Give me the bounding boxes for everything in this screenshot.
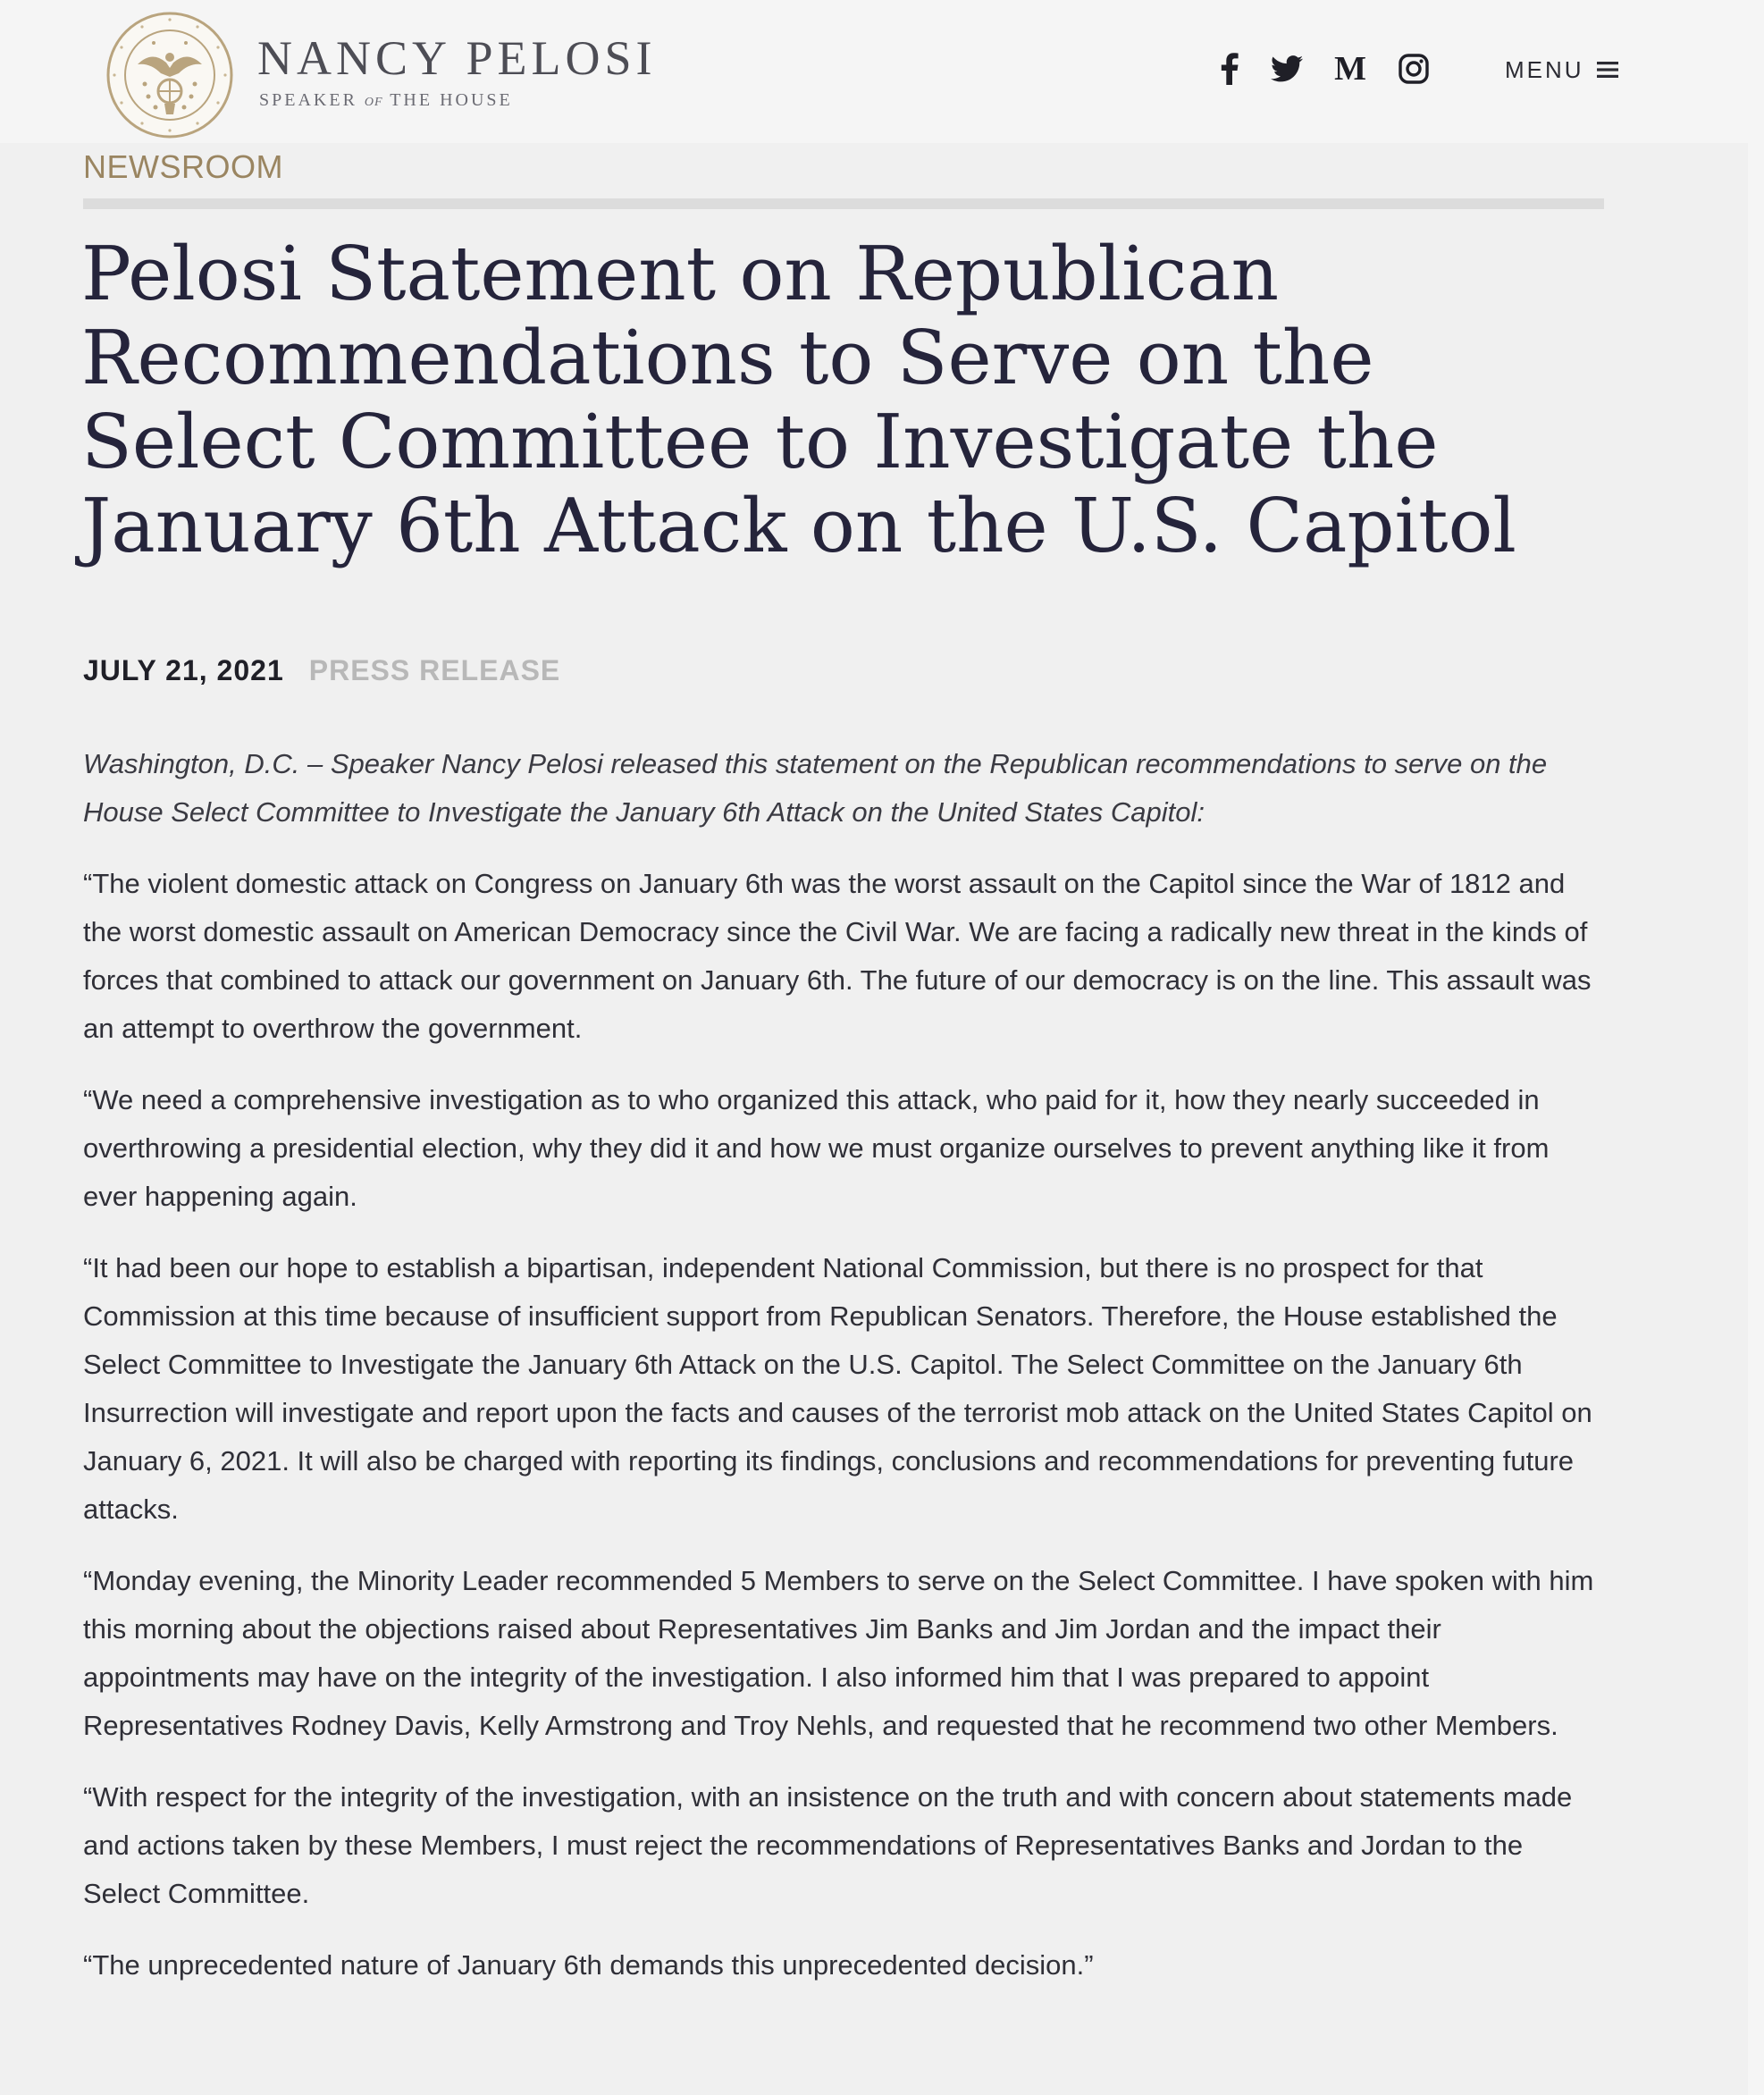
article-paragraph: “The violent domestic attack on Congress on January 6th was the worst assault on the Capitol since the War of 1812 and the worst domestic assault on American Democracy since the Civil War. We are facing a radically new threat in the kinds of forces that combined to attack our government on January 6th. The future of our democracy is on the line. This assault was an attempt to overthrow the government. [83, 868, 1592, 1044]
site-header [0, 0, 1764, 143]
twitter-icon[interactable] [1270, 46, 1304, 91]
article-date: JULY 21, 2021 [83, 654, 284, 686]
article-paragraph: “With respect for the integrity of the investigation, with an insistence on the truth and with concern about statements made and actions taken by these Members, I must reject the recommendations of Representatives Banks and Jordan to the Select Committee. [83, 1781, 1573, 1909]
brand-subtitle [259, 90, 513, 111]
hamburger-icon [1597, 61, 1618, 79]
brand-name[interactable]: NANCY PELOSI [257, 31, 657, 85]
article-paragraph: “The unprecedented nature of January 6th demands this unprecedented decision.” [83, 1949, 1094, 1981]
medium-icon[interactable]: M [1334, 50, 1366, 88]
article-body [83, 740, 1602, 2013]
facebook-icon[interactable] [1214, 46, 1246, 91]
article-title: Pelosi Statement on Republican Recommendations to Serve on the Select Committee to Investigate the January 6th Attack on the U.S. Capitol [81, 231, 1516, 569]
menu-button[interactable] [1505, 52, 1618, 88]
menu-label: MENU [1505, 55, 1584, 83]
article-intro-paragraph: Washington, D.C. – Speaker Nancy Pelosi released this statement on the Republican recommendations to serve on the House Select Committee to Investigate the January 6th Attack on the United States Capitol: [83, 748, 1548, 828]
instagram-icon[interactable] [1397, 46, 1431, 91]
article-type[interactable]: PRESS RELEASE [308, 654, 561, 686]
article-paragraph: “Monday evening, the Minority Leader recommended 5 Members to serve on the Select Committee. I have spoken with him this morning about the objections raised about Representatives Jim Banks and Jim Jordan and the impact their appointments may have on the integrity of the investigation. I also informed him that I was prepared to appoint Representatives Rodney Davis, Kelly Armstrong and Troy Nehls, and requested that he recommend two other Members. [83, 1565, 1594, 1741]
article-paragraph: “It had been our hope to establish a bipartisan, independent National Commission, but there is no prospect for that Commission at this time because of insufficient support from Republican Senators. Therefore, the House established the Select Committee to Investigate the January 6th Attack on the U.S. Capitol. The Select Committee on the January 6th Insurrection will investigate and report upon the facts and causes of the terrorist mob attack on the United States Capitol on January 6, 2021. It will also be charged with reporting its findings, conclusions and recommendations for preventing future attacks. [83, 1252, 1592, 1525]
article-paragraph: “We need a comprehensive investigation as to who organized this attack, who paid for it, how they nearly succeeded in overthrowing a presidential election, why they did it and how we must organize ourselves to prevent anything like it from ever happening again. [83, 1084, 1550, 1212]
brand-subtitle-speaker: SPEAKER [259, 90, 357, 110]
brand-subtitle-of: OF [364, 96, 383, 109]
article-meta [83, 654, 560, 687]
speaker-seal-logo[interactable] [105, 11, 234, 139]
article-content [0, 143, 1748, 2095]
section-label-newsroom[interactable]: NEWSROOM [83, 148, 283, 185]
brand-subtitle-house: THE HOUSE [390, 90, 513, 110]
section-divider [83, 198, 1604, 209]
